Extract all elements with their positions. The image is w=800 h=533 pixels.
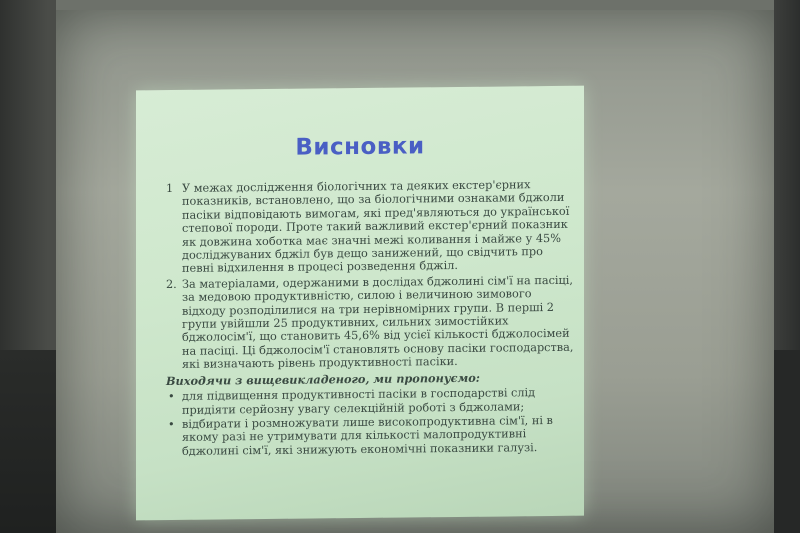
slide-body bbox=[166, 178, 574, 459]
projected-slide bbox=[136, 86, 584, 521]
room-shadow-left bbox=[0, 350, 60, 533]
proposal-text-1: для підвищення продуктивності пасіки в господарстві слід придіяти серйозну увагу селекційній роботі з бджолами; bbox=[182, 386, 536, 417]
conclusion-number-2: 2. bbox=[166, 277, 177, 291]
proposal-item-2 bbox=[166, 414, 574, 458]
conclusion-number-1: 1 bbox=[166, 181, 174, 196]
bullet-icon: • bbox=[168, 417, 175, 431]
proposal-text-2: відбирати і розмножувати лише високопродуктивна сім'ї, ні в якому разі не утримувати для кількості малопродуктивні бджолині сім'ї, які знижують економічні показники галузі. bbox=[182, 413, 553, 458]
conclusion-item-2 bbox=[166, 274, 574, 372]
slide-title: Висновки bbox=[295, 133, 425, 161]
proposal-item-1 bbox=[166, 386, 574, 417]
bullet-icon: • bbox=[168, 390, 175, 404]
conclusion-text-2: За матеріалами, одержаними в дослідах бджолині сім'ї на пасіці, за медовою продуктивністю, силою і величиною зимового відходу розподілилися на три нерівномірних групи. В перші 2 групи увійшли 25 продуктивних, сильних зимостійких бджолосім'ї, що становить 45,6% від усієї кількості бджолосімей на пасіці. Ці бджолосім'ї становлять основу пасіки господарства, які визначають рівень продуктивності пасіки. bbox=[182, 273, 574, 372]
conclusion-text-1: У межах дослідження біологічних та деяких екстер'єрних показників, встановлено, що за біологічними ознаками бджоли пасіки відповідають вимогам, які пред'являються до української степової породи. Проте такий важливий екстер'єрний показник як довжина хоботка має значні межі коливання і майже у 45% досліджуваних бджіл був дещо занижений, що свідчить про певні відхилення в процесі розведення бджіл. bbox=[182, 178, 570, 276]
proposals-list bbox=[166, 386, 574, 458]
conclusion-item-1 bbox=[166, 178, 574, 276]
room-shadow-right bbox=[770, 350, 800, 533]
proposals-heading: Виходячи з вищевикладеного, ми пропонуємо: bbox=[166, 370, 480, 388]
screen-top-bar bbox=[56, 0, 774, 10]
